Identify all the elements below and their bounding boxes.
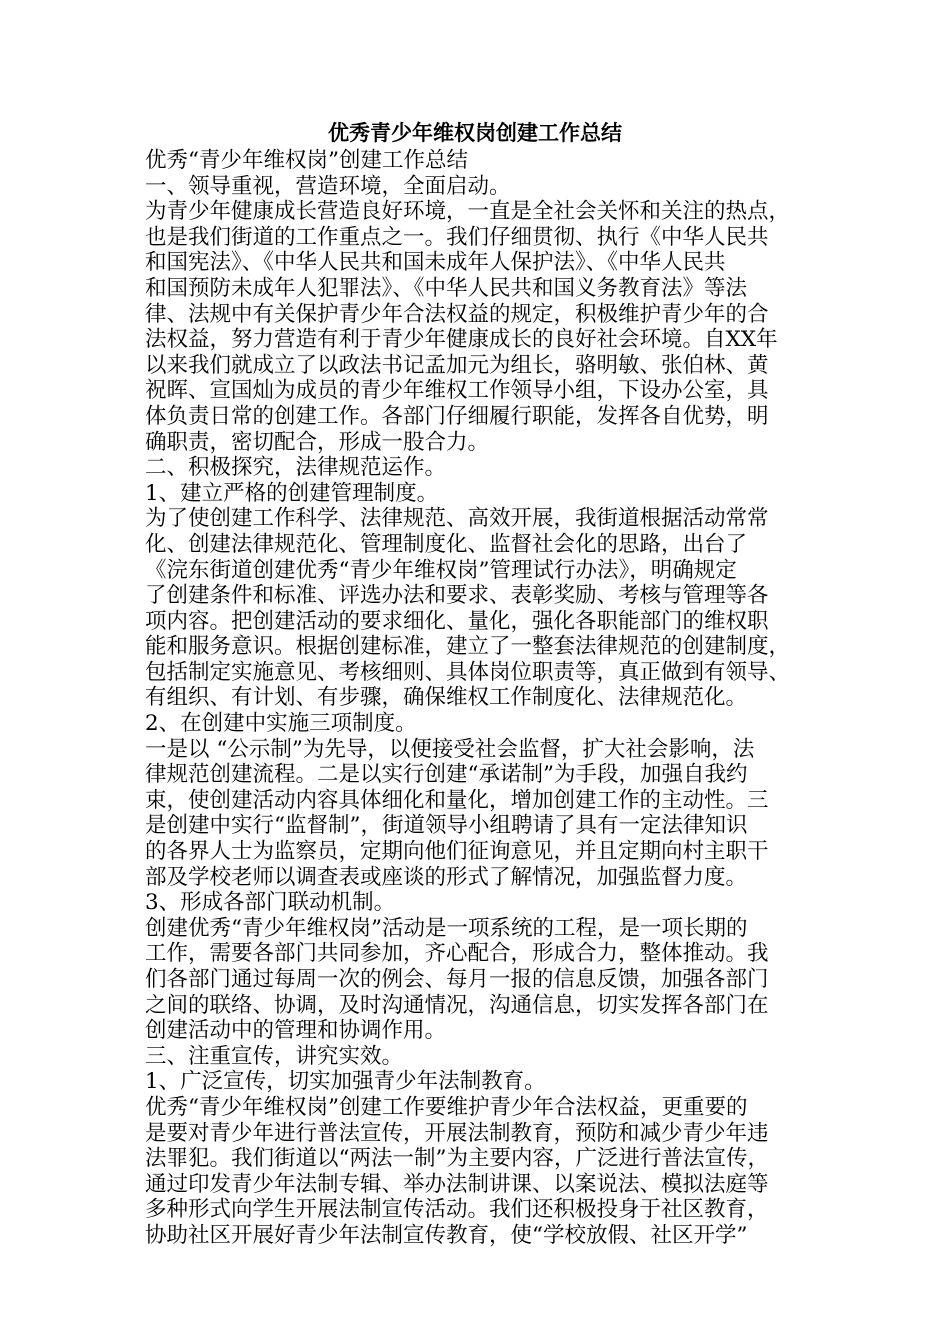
text-line: 们各部门通过每周一次的例会、每月一报的信息反馈，加强各部门 bbox=[145, 967, 769, 992]
text-line: 1、广泛宣传，切实加强青少年法制教育。 bbox=[145, 1069, 546, 1095]
text-line: 1、建立严格的创建管理制度。 bbox=[145, 480, 439, 506]
text-line: 创建活动中的管理和协调作用。 bbox=[145, 1018, 447, 1044]
text-line: 3、形成各部门联动机制。 bbox=[145, 890, 396, 916]
text-line: 优秀“青少年维权岗”创建工作总结 bbox=[145, 148, 468, 173]
text-line: 也是我们街道的工作重点之一。我们仔细贯彻、执行《中华人民共 bbox=[145, 224, 769, 250]
text-line: 一是以 “公示制”为先导，以便接受社会监督，扩大社会影响，法 bbox=[145, 736, 755, 762]
text-line: 以来我们就成立了以政法书记孟加元为组长，骆明敏、张伯林、黄 bbox=[145, 352, 769, 378]
text-line: 化、创建法律规范化、管理制度化、监督社会化的思路，出台了 bbox=[145, 531, 748, 557]
text-line: 二、积极探究，法律规范运作。 bbox=[145, 455, 447, 481]
text-line: 部及学校老师以调查表或座谈的形式了解情况，加强监督力度。 bbox=[145, 864, 748, 890]
text-line: 和国预防未成年人犯罪法》、《中华人民共和国义务教育法》等法 bbox=[145, 275, 748, 301]
text-line: 《浣东街道创建优秀“青少年维权岗”管理试行办法》，明确规定 bbox=[145, 557, 737, 583]
text-line: 束，使创建活动内容具体细化和量化，增加创建工作的主动性。三 bbox=[145, 787, 769, 813]
text-line: 之间的联络、协调，及时沟通情况，沟通信息，切实发挥各部门在 bbox=[145, 992, 769, 1018]
text-line: 项内容。把创建活动的要求细化、量化，强化各职能部门的维权职 bbox=[145, 608, 769, 634]
text-line: 的各界人士为监察员，定期向他们征询意见，并且定期向村主职干 bbox=[145, 839, 769, 865]
text-line: 为青少年健康成长营造良好环境，一直是全社会关怀和关注的热点， bbox=[145, 199, 791, 225]
text-line: 体负责日常的创建工作。各部门仔细履行职能，发挥各自优势，明 bbox=[145, 403, 769, 429]
document-title: 优秀青少年维权岗创建工作总结 bbox=[328, 121, 622, 145]
text-line: 优秀“青少年维权岗”创建工作要维护青少年合法权益，更重要的 bbox=[145, 1094, 748, 1120]
text-line: 通过印发青少年法制专辑、举办法制讲课、以案说法、模拟法庭等 bbox=[145, 1171, 769, 1197]
text-line: 协助社区开展好青少年法制宣传教育，使“学校放假、社区开学” bbox=[145, 1222, 748, 1248]
text-line: 法罪犯。我们街道以“两法一制”为主要内容，广泛进行普法宣传， bbox=[145, 1146, 769, 1172]
text-line: 包括制定实施意见、考核细则、具体岗位职责等，真正做到有领导、 bbox=[145, 659, 791, 685]
text-line: 法权益，努力营造有利于青少年健康成长的良好社会环境。自XX年 bbox=[145, 327, 778, 353]
text-line: 是要对青少年进行普法宣传，开展法制教育，预防和减少青少年违 bbox=[145, 1120, 769, 1146]
text-line: 一、领导重视，营造环境，全面启动。 bbox=[145, 173, 511, 199]
text-line: 创建优秀“青少年维权岗”活动是一项系统的工程，是一项长期的 bbox=[145, 915, 748, 941]
text-line: 能和服务意识。根据创建标准，建立了一整套法律规范的创建制度， bbox=[145, 634, 791, 660]
document-body bbox=[145, 148, 809, 1249]
text-line: 三、注重宣传，讲究实效。 bbox=[145, 1043, 404, 1069]
text-line: 有组织、有计划、有步骤，确保维权工作制度化、法律规范化。 bbox=[145, 685, 748, 711]
text-line: 律、法规中有关保护青少年合法权益的规定，积极维护青少年的合 bbox=[145, 301, 769, 327]
text-line: 是创建中实行“监督制”，街道领导小组聘请了具有一定法律知识 bbox=[145, 813, 748, 839]
text-line: 工作，需要各部门共同参加，齐心配合，形成合力，整体推动。我 bbox=[145, 941, 769, 967]
text-line: 确职责，密切配合，形成一股合力。 bbox=[145, 429, 490, 455]
text-line: 为了使创建工作科学、法律规范、高效开展，我街道根据活动常常 bbox=[145, 506, 769, 532]
text-line: 和国宪法》、《中华人民共和国未成年人保护法》、《中华人民共 bbox=[145, 250, 726, 276]
text-line: 祝晖、宣国灿为成员的青少年维权工作领导小组，下设办公室，具 bbox=[145, 378, 769, 404]
text-line: 律规范创建流程。二是以实行创建“承诺制”为手段，加强自我约 bbox=[145, 762, 748, 788]
text-line: 多种形式向学生开展法制宣传活动。我们还积极投身于社区教育， bbox=[145, 1197, 769, 1223]
text-line: 了创建条件和标准、评选办法和要求、表彰奖励、考核与管理等各 bbox=[145, 583, 769, 609]
text-line: 2、在创建中实施三项制度。 bbox=[145, 711, 417, 737]
